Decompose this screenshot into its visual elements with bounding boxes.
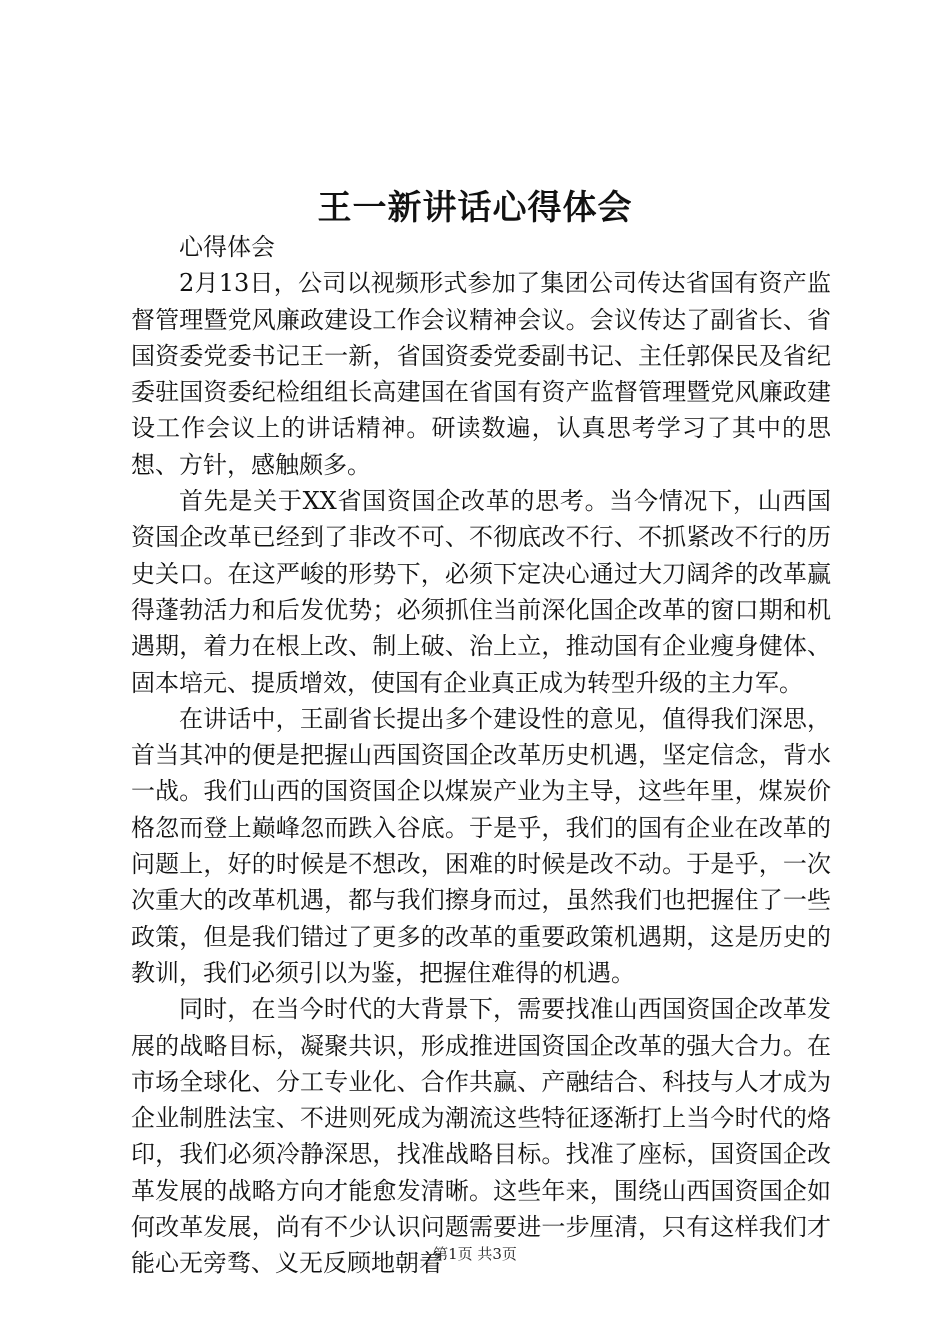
document-title: 王一新讲话心得体会 [317, 188, 633, 228]
paragraph: 首先是关于XX省国资国企改革的思考。当今情况下，山西国资国企改革已经到了非改不可、不彻底改不行、不抓紧改不行的历史关口。在这严峻的形势下，必须下定决心通过大刀阔斧的改革赢得蓬勃活力和后发优势；必须抓住当前深化国企改革的窗口期和机遇期，着力在根上改、制上破、治上立，推动国有企业瘦身健体、固本培元、提质增效，使国有企业真正成为转型升级的主力军。 [131, 487, 831, 697]
paragraph: 同时，在当今时代的大背景下，需要找准山西国资国企改革发展的战略目标，凝聚共识，形成推进国资国企改革的强大合力。在市场全球化、分工专业化、合作共赢、产融结合、科技与人才成为企业制胜法宝、不进则死成为潮流这些特征逐渐打上当今时代的烙印，我们必须冷静深思，找准战略目标。找准了座标，国资国企改革发展的战略方向才能愈发清晰。这些年来，围绕山西国资国企如何改革发展，尚有不少认识问题需要进一步厘清，只有这样我们才能心无旁骛、义无反顾地朝着 [131, 995, 831, 1278]
document-body [131, 229, 831, 1282]
paragraph-heading: 心得体会 [179, 233, 275, 261]
paragraph: 在讲话中，王副省长提出多个建设性的意见，值得我们深思，首当其冲的便是把握山西国资国企改革历史机遇，坚定信念，背水一战。我们山西的国资国企以煤炭产业为主导，这些年里，煤炭价格忽而登上巅峰忽而跌入谷底。于是乎，我们的国有企业在改革的问题上，好的时候是不想改，困难的时候是改不动。于是乎，一次次重大的改革机遇，都与我们擦身而过，虽然我们也把握住了一些政策，但是我们错过了更多的改革的重要政策机遇期，这是历史的教训，我们必须引以为鉴，把握住难得的机遇。 [131, 704, 831, 987]
paragraph: 2月13日，公司以视频形式参加了集团公司传达省国有资产监督管理暨党风廉政建设工作会议精神会议。会议传达了副省长、省国资委党委书记王一新，省国资委党委副书记、主任郭保民及省纪委驻国资委纪检组组长高建国在省国有资产监督管理暨党风廉政建设工作会议上的讲话精神。研读数遍，认真思考学习了其中的思想、方针，感触颇多。 [131, 269, 831, 479]
page-footer: 第1页 共3页 [433, 1245, 517, 1263]
